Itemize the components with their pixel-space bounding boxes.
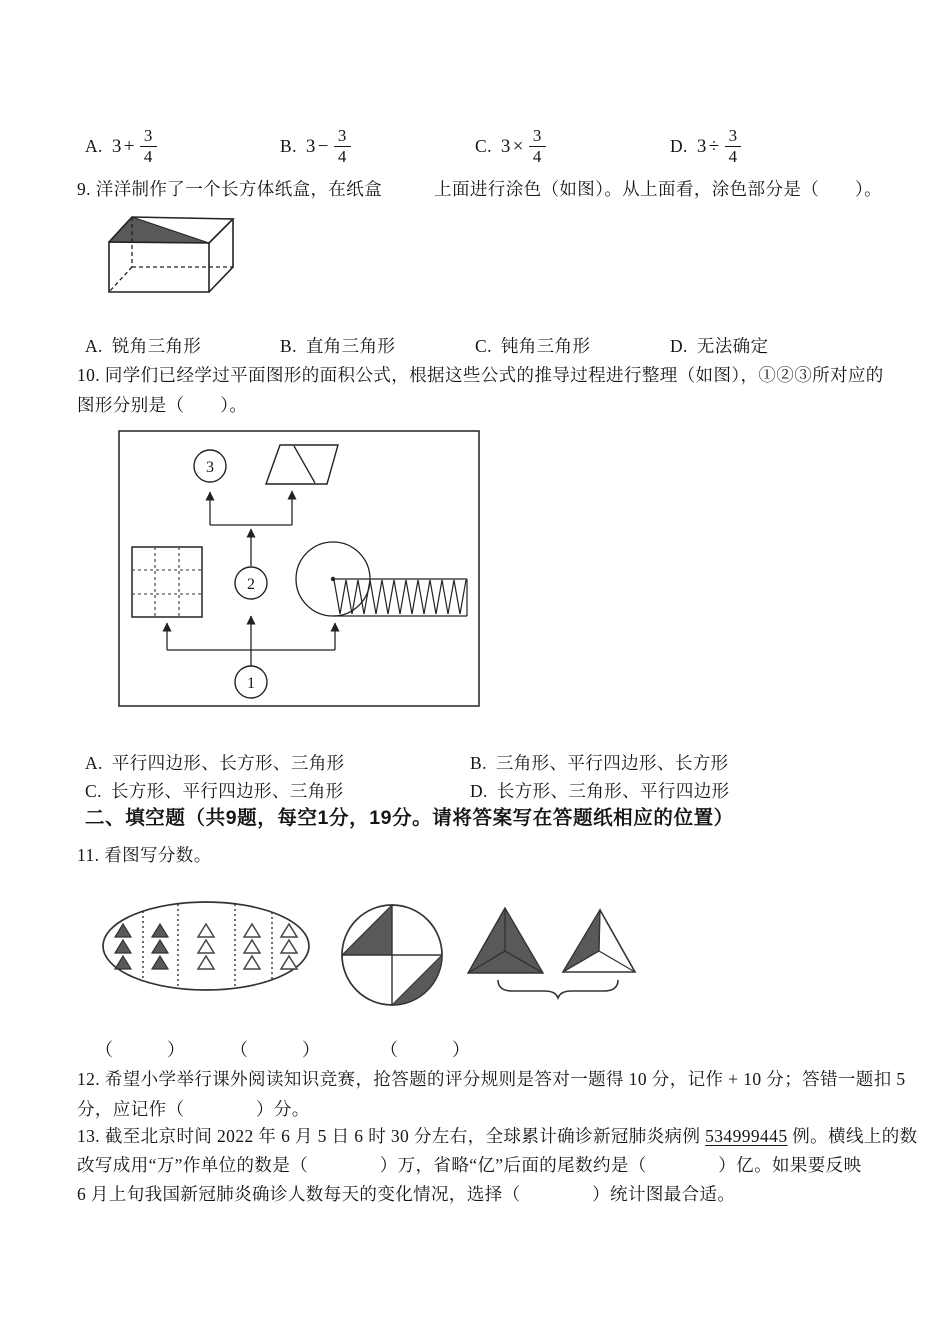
- q10-option-a: A. 平行四边形、长方形、三角形: [85, 753, 345, 773]
- open-triangles: [198, 924, 297, 969]
- q13-text: 13. 截至北京时间 2022 年 6 月 5 日 6 时 30 分左右，全球累计确诊新冠肺炎病例 534999445 例。横线上的数 改写成用“万”作单位的数是（ ）万，省略“亿”后面的尾数约是（ ）亿。如果要反映 6 月上旬我国新冠肺炎确诊人数每天的变化情况，选择（ ）统计图最合适。: [77, 1126, 918, 1204]
- q10-option-d: D. 长方形、三角形、平行四边形: [470, 781, 730, 801]
- q11-answer-blanks: [0, 1036, 950, 1062]
- q10-option-b: B. 三角形、平行四边形、长方形: [470, 753, 729, 773]
- fraction: $\frac{3}{4}$: [140, 127, 157, 167]
- shaded-segment: [392, 955, 442, 1005]
- q10-text: 10. 同学们已经学过平面图形的面积公式，根据这些公式的推导过程进行整理（如图），①②③所对应的 图形分别是（ ）。: [77, 365, 884, 415]
- fraction: $\frac{3}{4}$: [529, 127, 546, 167]
- q9-option-b: B. 直角三角形: [280, 336, 396, 356]
- underlined-number: 534999445: [705, 1126, 788, 1146]
- grid-square: [132, 547, 202, 617]
- q12-text: 12. 希望小学举行课外阅读知识竞赛，抢答题的评分规则是答对一题得 10 分，记作 + 10 分；答错一题扣 5 分，应记作（ ）分。: [77, 1069, 906, 1119]
- answer-blank-3: （ ）: [380, 1040, 470, 1060]
- q9-option-c: C. 钝角三角形: [475, 336, 591, 356]
- fraction-figures: [95, 885, 655, 1020]
- q10-option-c: C. 长方形、平行四边形、三角形: [85, 781, 344, 801]
- hidden-edge: [109, 267, 132, 292]
- label-2-text: 2: [247, 576, 255, 593]
- q9-option-a: A. 锐角三角形: [85, 336, 202, 356]
- q9-text: 9. 洋洋制作了一个长方体纸盒，在纸盒 上面进行涂色（如图）。从上面看，涂色部分是（ ）。: [77, 179, 883, 199]
- cuboid-figure: [100, 210, 250, 305]
- under-brace: [498, 980, 618, 998]
- parallelogram-cut-line: [294, 446, 315, 483]
- diagram-border: [119, 431, 479, 706]
- q8-option-a: A. 3 + $\frac{3}{4}$: [85, 128, 157, 168]
- q8-options-row: [0, 116, 950, 168]
- section-two-header: 二、填空题（共9题，每空1分，19分。请将答案写在答题纸相应的位置）: [85, 807, 734, 829]
- label-1-text: 1: [247, 675, 255, 692]
- q11-text: 11. 看图写分数。: [77, 845, 212, 865]
- fraction: $\frac{3}{4}$: [725, 127, 742, 167]
- filled-triangles: [115, 924, 168, 969]
- q8-option-d: D. 3 ÷ $\frac{3}{4}$: [670, 128, 741, 168]
- answer-blank-1: （ ）: [95, 1040, 185, 1060]
- answer-blank-2: （ ）: [230, 1040, 320, 1060]
- shaded-top-triangle: [109, 217, 209, 243]
- fraction: $\frac{3}{4}$: [334, 127, 351, 167]
- parallelogram-shape: [266, 445, 338, 484]
- q8-option-c: C. 3 × $\frac{3}{4}$: [475, 128, 546, 168]
- area-formula-diagram: [118, 430, 480, 707]
- q9-option-d: D. 无法确定: [670, 336, 769, 356]
- cuboid-front-face: [109, 242, 209, 292]
- q9-options-row: [0, 333, 950, 359]
- label-3-text: 3: [206, 459, 214, 476]
- q8-option-b: B. 3 − $\frac{3}{4}$: [280, 128, 351, 168]
